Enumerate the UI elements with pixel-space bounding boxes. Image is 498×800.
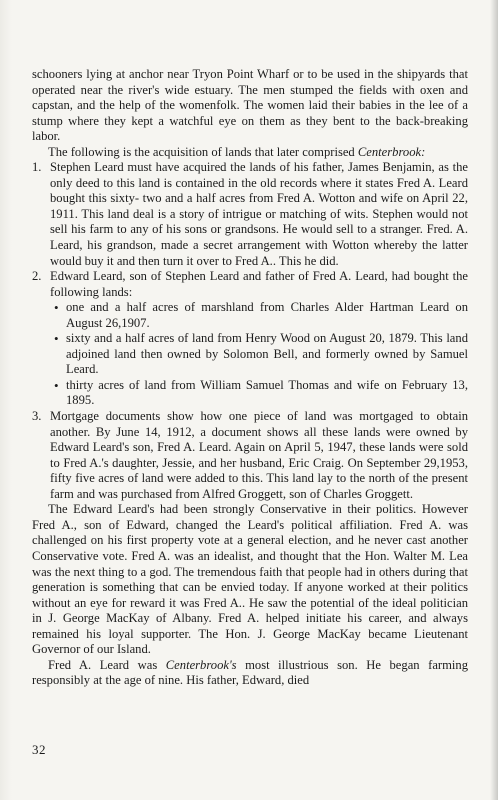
item-text: Mortgage documents show how one piece of land was mortgaged to obtain another. By June 14, 1912, a document shows all these lands were owned by Edward Leard's son, Fred A. Leard. Again on April 5, 1947, these lands were sold to Fred A.'s daughter, Jessie, and her husband, Eric Craig. On September 29,1953, fifty five acres of land were added to this. This land lay to the north of the present farm and was purchased from Alfred Groggett, son of Charles Groggett. <box>50 409 468 501</box>
final-text-end: most illustrious son. He began farming responsibly at the age of nine. His father, Edward, died <box>32 657 468 688</box>
page-number: 32 <box>32 742 46 757</box>
list-item <box>32 409 468 502</box>
page-edge-shadow <box>490 0 498 800</box>
list-item <box>32 160 468 269</box>
item-number: 2. <box>32 269 42 284</box>
bullet-item: • sixty and a half acres of land from Henry Wood on August 20, 1879. This land adjoined land then owned by Solomon Bell, and formerly owned by Samuel Leard. <box>50 331 468 378</box>
item-text: Edward Leard, son of Stephen Leard and father of Fred A. Leard, had bought the following lands: <box>50 269 468 299</box>
item-number: 1. <box>32 160 42 175</box>
bullet-item: • one and a half acres of marshland from Charles Alder Hartman Leard on August 26,1907. <box>50 300 468 331</box>
paragraph-following <box>32 145 468 161</box>
paragraph-intro: schooners lying at anchor near Tryon Point Wharf or to be used in the shipyards that operated near the river's wide estuary. The men stumped the fields with oxen and capstan, and the help of the womenfolk. The women laid their babies in the lee of a stump where they kept a watchful eye on them as they bent to the back-breaking labor. <box>32 67 468 144</box>
item-number: 3. <box>32 409 42 424</box>
following-place-name: Centerbrook: <box>357 144 426 159</box>
following-text: The following is the acquisition of lands that later comprised <box>48 144 358 159</box>
list-item <box>32 269 468 409</box>
paragraph-final <box>32 658 468 689</box>
bullet-item: • thirty acres of land from William Samuel Thomas and wife on February 13, 1895. <box>50 378 468 409</box>
paragraph-conservative: The Edward Leard's had been strongly Conservative in their politics. However Fred A., son of Edward, changed the Leard's political affiliation. Fred A. was challenged on his first property vote at a general election, and he never cast another Conservative vote. Fred A. was an idealist, and thought that the Hon. Walter M. Lea was the next thing to a god. The tremendous faith that people had in others during that generation is something that can be envied today. If anyone worked at their politics without an eye for reward it was Fred A.. He saw the potential of the ideal politician in J. George MacKay of Albany. Fred A. helped initiate his career, and always remained his loyal supporter. The Hon. J. George MacKay became Lieutenant Governor of our Island. <box>32 502 468 657</box>
land-bullet-list <box>50 300 468 409</box>
item-text: Stephen Leard must have acquired the lands of his father, James Benjamin, as the only deed to this land is contained in the old records where it states Fred A. Leard bought this sixty- two and a half acres from Fred A. Wotton and wife on April 22, 1911. This land deal is a story of intrigue or matching of wits. Stephen would not sell his farm to any of his sons or grandsons. He would sell to a stranger. Fred. A. Leard, his grandson, made a secret arrangement with Wotton whereby the latter would buy it and then turn it over to Fred A.. This he did. <box>50 160 468 268</box>
final-place-name: Centerbrook's <box>165 657 237 672</box>
acquisition-list <box>32 160 468 502</box>
body-text <box>32 67 468 689</box>
final-text-start: Fred A. Leard was <box>48 657 166 672</box>
